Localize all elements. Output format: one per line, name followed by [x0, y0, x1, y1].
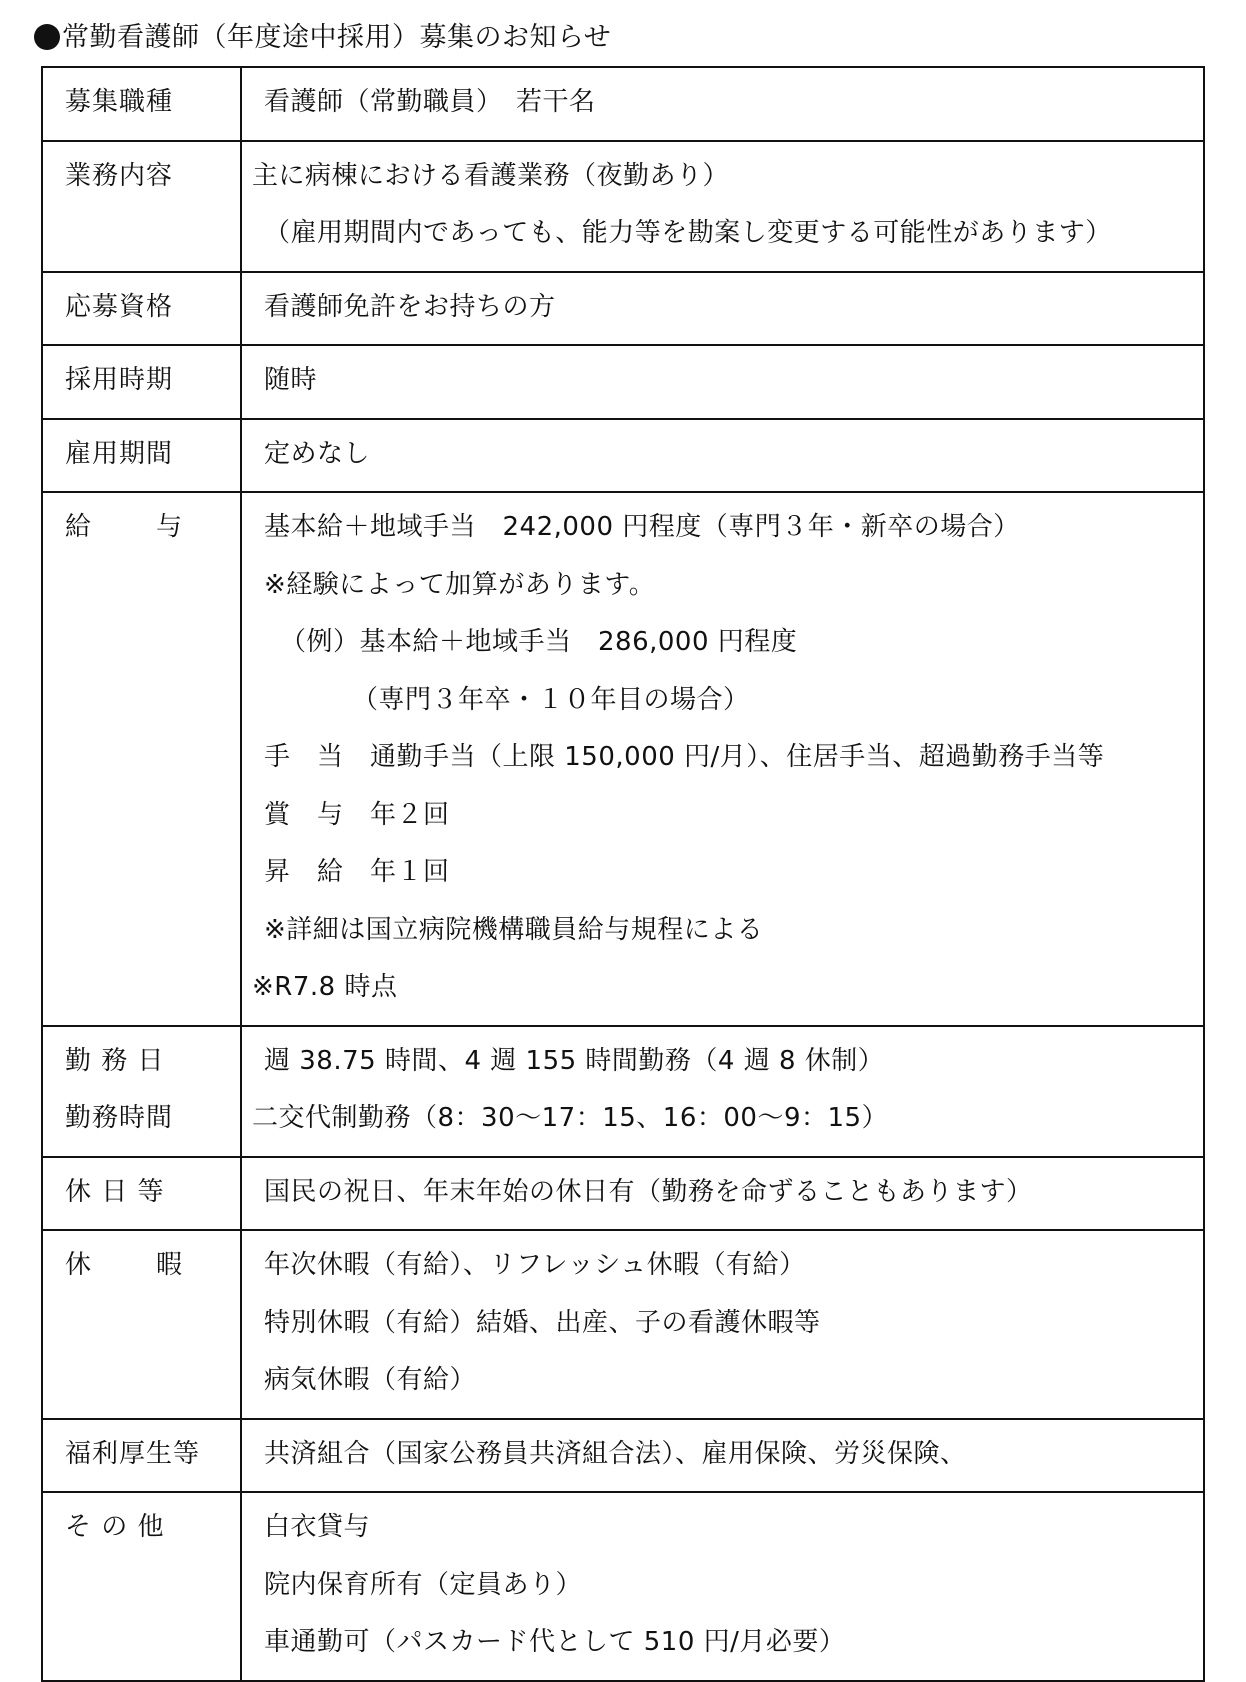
label-salary-right: 与: [155, 512, 183, 542]
content-qualification: [241, 272, 1204, 346]
bullet-icon: [34, 24, 60, 50]
text-line: ※経験によって加算があります。: [264, 569, 656, 600]
text-line: ※R7.8 時点: [252, 972, 398, 1002]
content-welfare: [241, 1419, 1204, 1493]
text-line: 定めなし: [264, 438, 371, 469]
text-line: 共済組合（国家公務員共済組合法）、雇用保険、労災保険、: [264, 1438, 967, 1469]
text-line: ※詳細は国立病院機構職員給与規程による: [264, 914, 764, 945]
content-leave: [241, 1230, 1204, 1419]
text-line: 賞 与 年２回: [264, 799, 450, 830]
row-other: [42, 1492, 1204, 1681]
row-duties: [42, 141, 1204, 272]
text-line: 手 当 通勤手当（上限 150,000 円/月）、住居手当、超過勤務手当等: [264, 742, 1105, 772]
text-line: 年次休暇（有給）、リフレッシュ休暇（有給）: [264, 1250, 806, 1280]
row-job-type: [42, 67, 1204, 141]
text-line: 二交代制勤務（8：30～17：15、16：00～9：15）: [252, 1103, 889, 1133]
content-salary: [241, 492, 1204, 1026]
label-leave-left: 休: [65, 1250, 93, 1280]
label-welfare: 福利厚生等: [42, 1419, 241, 1493]
row-hiring-time: [42, 345, 1204, 419]
text-line: （専門３年卒・１０年目の場合）: [352, 684, 750, 715]
label-salary: [42, 492, 241, 1026]
row-holidays: [42, 1157, 1204, 1231]
text-line: 看護師（常勤職員） 若干名: [264, 87, 596, 117]
text-line: 院内保育所有（定員あり）: [264, 1569, 583, 1600]
label-hiring-time: 採用時期: [42, 345, 241, 419]
page-title: [34, 18, 611, 58]
text-line: 特別休暇（有給）結婚、出産、子の看護休暇等: [264, 1307, 821, 1338]
text-line: 昇 給 年１回: [264, 857, 450, 887]
label-working-days: 勤 務 日: [65, 1045, 165, 1076]
content-hiring-time: [241, 345, 1204, 419]
label-employment-period: 雇用期間: [42, 419, 241, 493]
label-working-time: 勤務時間: [65, 1103, 174, 1133]
text-line: 週 38.75 時間、4 週 155 時間勤務（4 週 8 休制）: [264, 1045, 885, 1076]
row-employment-period: [42, 419, 1204, 493]
recruitment-table: [41, 66, 1205, 1682]
label-leave: [42, 1230, 241, 1419]
text-line: （雇用期間内であっても、能力等を勘案し変更する可能性があります）: [264, 218, 1112, 248]
label-leave-right: 暇: [155, 1250, 183, 1280]
label-working-hours: [42, 1026, 241, 1157]
content-other: [241, 1492, 1204, 1681]
label-job-type: 募集職種: [42, 67, 241, 141]
content-employment-period: [241, 419, 1204, 493]
text-line: 白衣貸与: [264, 1512, 371, 1542]
label-salary-left: 給: [65, 512, 93, 542]
text-line: 基本給＋地域手当 242,000 円程度（専門３年・新卒の場合）: [264, 512, 1020, 542]
text-line: 看護師免許をお持ちの方: [264, 291, 556, 322]
row-welfare: [42, 1419, 1204, 1493]
row-qualification: [42, 272, 1204, 346]
row-working-hours: [42, 1026, 1204, 1157]
label-holidays: 休 日 等: [42, 1157, 241, 1231]
text-line: （例）基本給＋地域手当 286,000 円程度: [280, 627, 798, 657]
label-duties: 業務内容: [42, 141, 241, 272]
row-salary: [42, 492, 1204, 1026]
text-line: 随時: [264, 365, 318, 395]
content-holidays: [241, 1157, 1204, 1231]
title-text: 常勤看護師（年度途中採用）募集のお知らせ: [62, 22, 612, 53]
row-leave: [42, 1230, 1204, 1419]
content-working-hours: [241, 1026, 1204, 1157]
text-line: 主に病棟における看護業務（夜勤あり）: [252, 160, 730, 191]
text-line: 車通勤可（パスカード代として 510 円/月必要）: [264, 1627, 846, 1657]
content-duties: [241, 141, 1204, 272]
text-line: 国民の祝日、年末年始の休日有（勤務を命ずることもあります）: [264, 1176, 1033, 1207]
label-qualification: 応募資格: [42, 272, 241, 346]
content-job-type: [241, 67, 1204, 141]
text-line: 病気休暇（有給）: [264, 1365, 477, 1395]
label-other: そ の 他: [42, 1492, 241, 1681]
